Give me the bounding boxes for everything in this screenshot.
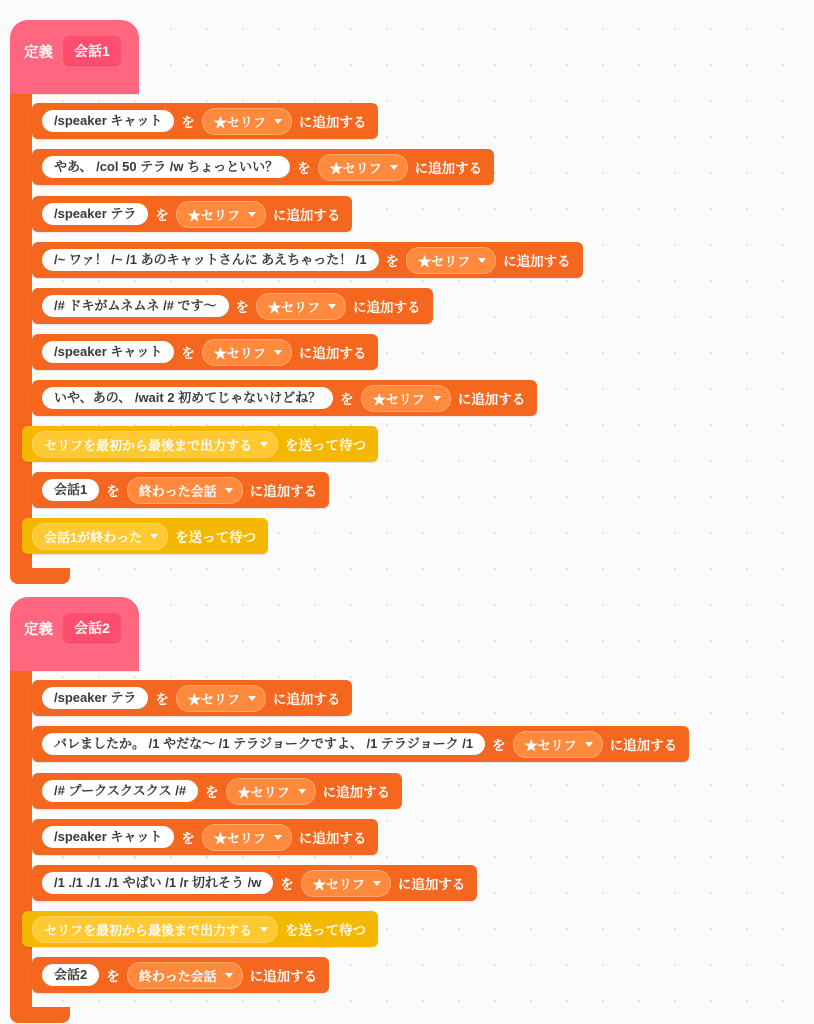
message-dropdown[interactable] <box>32 431 278 458</box>
list-dropdown[interactable] <box>361 385 451 412</box>
list-name-label: ★セリフ <box>268 299 321 315</box>
list-dropdown[interactable] <box>202 824 292 851</box>
list-name-label: ★セリフ <box>312 876 365 892</box>
text-input-value[interactable]: 会話1 <box>42 479 99 501</box>
add-to-list-block[interactable] <box>32 242 583 278</box>
text-input-value[interactable]: /1 ./1 ./1 ./1 やばい /1 /r 切れそう /w <box>42 872 273 894</box>
list-name-label: ★セリフ <box>213 114 266 130</box>
list-dropdown[interactable] <box>176 685 266 712</box>
text-input-value[interactable]: /speaker テラ <box>42 203 148 225</box>
action-label: に追加する <box>457 392 526 407</box>
action-label: に追加する <box>322 785 391 800</box>
chevron-down-icon <box>225 973 233 978</box>
procedure-name-1[interactable]: 会話1 <box>63 36 121 66</box>
add-to-list-block[interactable] <box>32 819 378 855</box>
text-input-value[interactable]: やあ、 /col 50 テラ /w ちょっといい？ <box>42 156 290 178</box>
message-label: セリフを最初から最後まで出力する <box>44 437 253 453</box>
chevron-down-icon <box>274 119 282 124</box>
add-to-list-block[interactable] <box>32 334 378 370</box>
particle-label: を <box>492 738 506 753</box>
broadcast-and-wait-block[interactable] <box>22 518 268 554</box>
add-to-list-block[interactable] <box>32 288 433 324</box>
broadcast-and-wait-block[interactable] <box>22 911 378 947</box>
action-label: に追加する <box>609 738 678 753</box>
define-hat-block-1[interactable] <box>10 20 139 94</box>
action-label: に追加する <box>249 484 318 499</box>
list-name-label: ★セリフ <box>329 160 382 176</box>
particle-label: を <box>205 785 219 800</box>
list-name-label: ★セリフ <box>213 830 266 846</box>
chevron-down-icon <box>433 396 441 401</box>
particle-label: を <box>385 254 400 269</box>
action-label: に追加する <box>249 969 318 984</box>
text-input-value[interactable]: いや、あの、 /wait 2 初めてじゃないけどね？ <box>42 387 333 409</box>
list-dropdown[interactable] <box>127 962 243 989</box>
chevron-down-icon <box>274 350 282 355</box>
add-to-list-block[interactable] <box>32 380 537 416</box>
action-label: に追加する <box>503 254 571 269</box>
action-label: に追加する <box>298 115 367 130</box>
particle-label: を <box>106 484 120 499</box>
text-input-value[interactable]: バレましたか。 /1 やだな〜 /1 テラジョークですよ、 /1 テラジョーク /1 <box>42 733 485 755</box>
chevron-down-icon <box>478 258 486 263</box>
script-stack-2[interactable] <box>10 597 678 984</box>
particle-label: を <box>280 877 294 892</box>
list-dropdown[interactable] <box>127 477 243 504</box>
add-to-list-block[interactable] <box>32 726 689 762</box>
list-dropdown[interactable] <box>318 154 408 181</box>
action-label: に追加する <box>298 346 367 361</box>
text-input-value[interactable]: 会話2 <box>42 964 99 986</box>
list-name-label: 終わった会話 <box>138 968 217 984</box>
action-label: に追加する <box>397 877 466 892</box>
text-input-value[interactable]: /~ ワァ！ /~ /1 あのキャットさんに あえちゃった！ /1 <box>42 249 379 271</box>
message-dropdown[interactable] <box>32 916 278 943</box>
chevron-down-icon <box>260 927 268 932</box>
action-label: を送って待つ <box>175 530 257 545</box>
add-to-list-block[interactable] <box>32 865 477 901</box>
list-dropdown[interactable] <box>226 778 316 805</box>
text-input-value[interactable]: /speaker キャット <box>42 341 174 363</box>
list-name-label: ★セリフ <box>237 784 290 800</box>
message-label: セリフを最初から最後まで出力する <box>44 922 253 938</box>
particle-label: を <box>155 208 169 223</box>
list-dropdown[interactable] <box>513 731 603 758</box>
particle-label: を <box>181 115 195 130</box>
script-stack-1[interactable] <box>10 20 571 545</box>
list-name-label: ★セリフ <box>372 391 425 407</box>
action-label: を送って待つ <box>285 438 367 453</box>
list-name-label: ★セリフ <box>187 207 240 223</box>
chevron-down-icon <box>225 488 233 493</box>
chevron-down-icon <box>150 534 158 539</box>
procedure-name-2[interactable]: 会話2 <box>63 613 121 643</box>
list-dropdown[interactable] <box>202 108 292 135</box>
chevron-down-icon <box>260 442 268 447</box>
add-to-list-block[interactable] <box>32 680 352 716</box>
chevron-down-icon <box>274 835 282 840</box>
list-name-label: ★セリフ <box>418 253 471 269</box>
chevron-down-icon <box>248 212 256 217</box>
text-input-value[interactable]: /# ドキがムネムネ /# です〜 <box>42 295 229 317</box>
action-label: に追加する <box>414 161 483 176</box>
action-label: に追加する <box>272 692 341 707</box>
chevron-down-icon <box>585 742 593 747</box>
particle-label: を <box>155 692 169 707</box>
particle-label: を <box>106 969 120 984</box>
add-to-list-block[interactable] <box>32 196 352 232</box>
chevron-down-icon <box>373 881 381 886</box>
list-dropdown[interactable] <box>256 293 346 320</box>
action-label: を送って待つ <box>285 923 367 938</box>
chevron-down-icon <box>390 165 398 170</box>
script-body-spine-1 <box>10 94 32 568</box>
list-name-label: ★セリフ <box>187 691 240 707</box>
particle-label: を <box>235 300 250 315</box>
list-dropdown[interactable] <box>406 247 496 274</box>
text-input-value[interactable]: /speaker テラ <box>42 687 148 709</box>
list-dropdown[interactable] <box>202 339 292 366</box>
message-dropdown[interactable] <box>32 523 168 550</box>
add-to-list-block[interactable] <box>32 472 329 508</box>
broadcast-and-wait-block[interactable] <box>22 426 378 462</box>
define-keyword-label: 定義 <box>24 44 53 61</box>
list-name-label: 終わった会話 <box>138 483 217 499</box>
text-input-value[interactable]: /speaker キャット <box>42 826 174 848</box>
chevron-down-icon <box>248 696 256 701</box>
list-name-label: ★セリフ <box>213 345 266 361</box>
chevron-down-icon <box>328 304 336 309</box>
script-body-foot-1 <box>10 568 70 584</box>
define-hat-block-2[interactable] <box>10 597 139 671</box>
chevron-down-icon <box>298 789 306 794</box>
text-input-value[interactable]: /# プークスクスクス /# <box>42 780 198 802</box>
action-label: に追加する <box>272 208 341 223</box>
define-keyword-label: 定義 <box>24 621 53 638</box>
add-to-list-block[interactable] <box>32 149 494 185</box>
add-to-list-block[interactable] <box>32 103 378 139</box>
list-name-label: ★セリフ <box>524 737 577 753</box>
particle-label: を <box>297 161 311 176</box>
add-to-list-block[interactable] <box>32 957 329 993</box>
particle-label: を <box>340 392 354 407</box>
add-to-list-block[interactable] <box>32 773 402 809</box>
particle-label: を <box>181 831 195 846</box>
script-body-foot-2 <box>10 1007 70 1023</box>
script-body-spine-2 <box>10 671 32 1007</box>
action-label: に追加する <box>353 300 421 315</box>
particle-label: を <box>181 346 195 361</box>
message-label: 会話1が終わった <box>44 529 143 545</box>
text-input-value[interactable]: /speaker キャット <box>42 110 174 132</box>
list-dropdown[interactable] <box>176 201 266 228</box>
list-dropdown[interactable] <box>301 870 391 897</box>
action-label: に追加する <box>298 831 367 846</box>
